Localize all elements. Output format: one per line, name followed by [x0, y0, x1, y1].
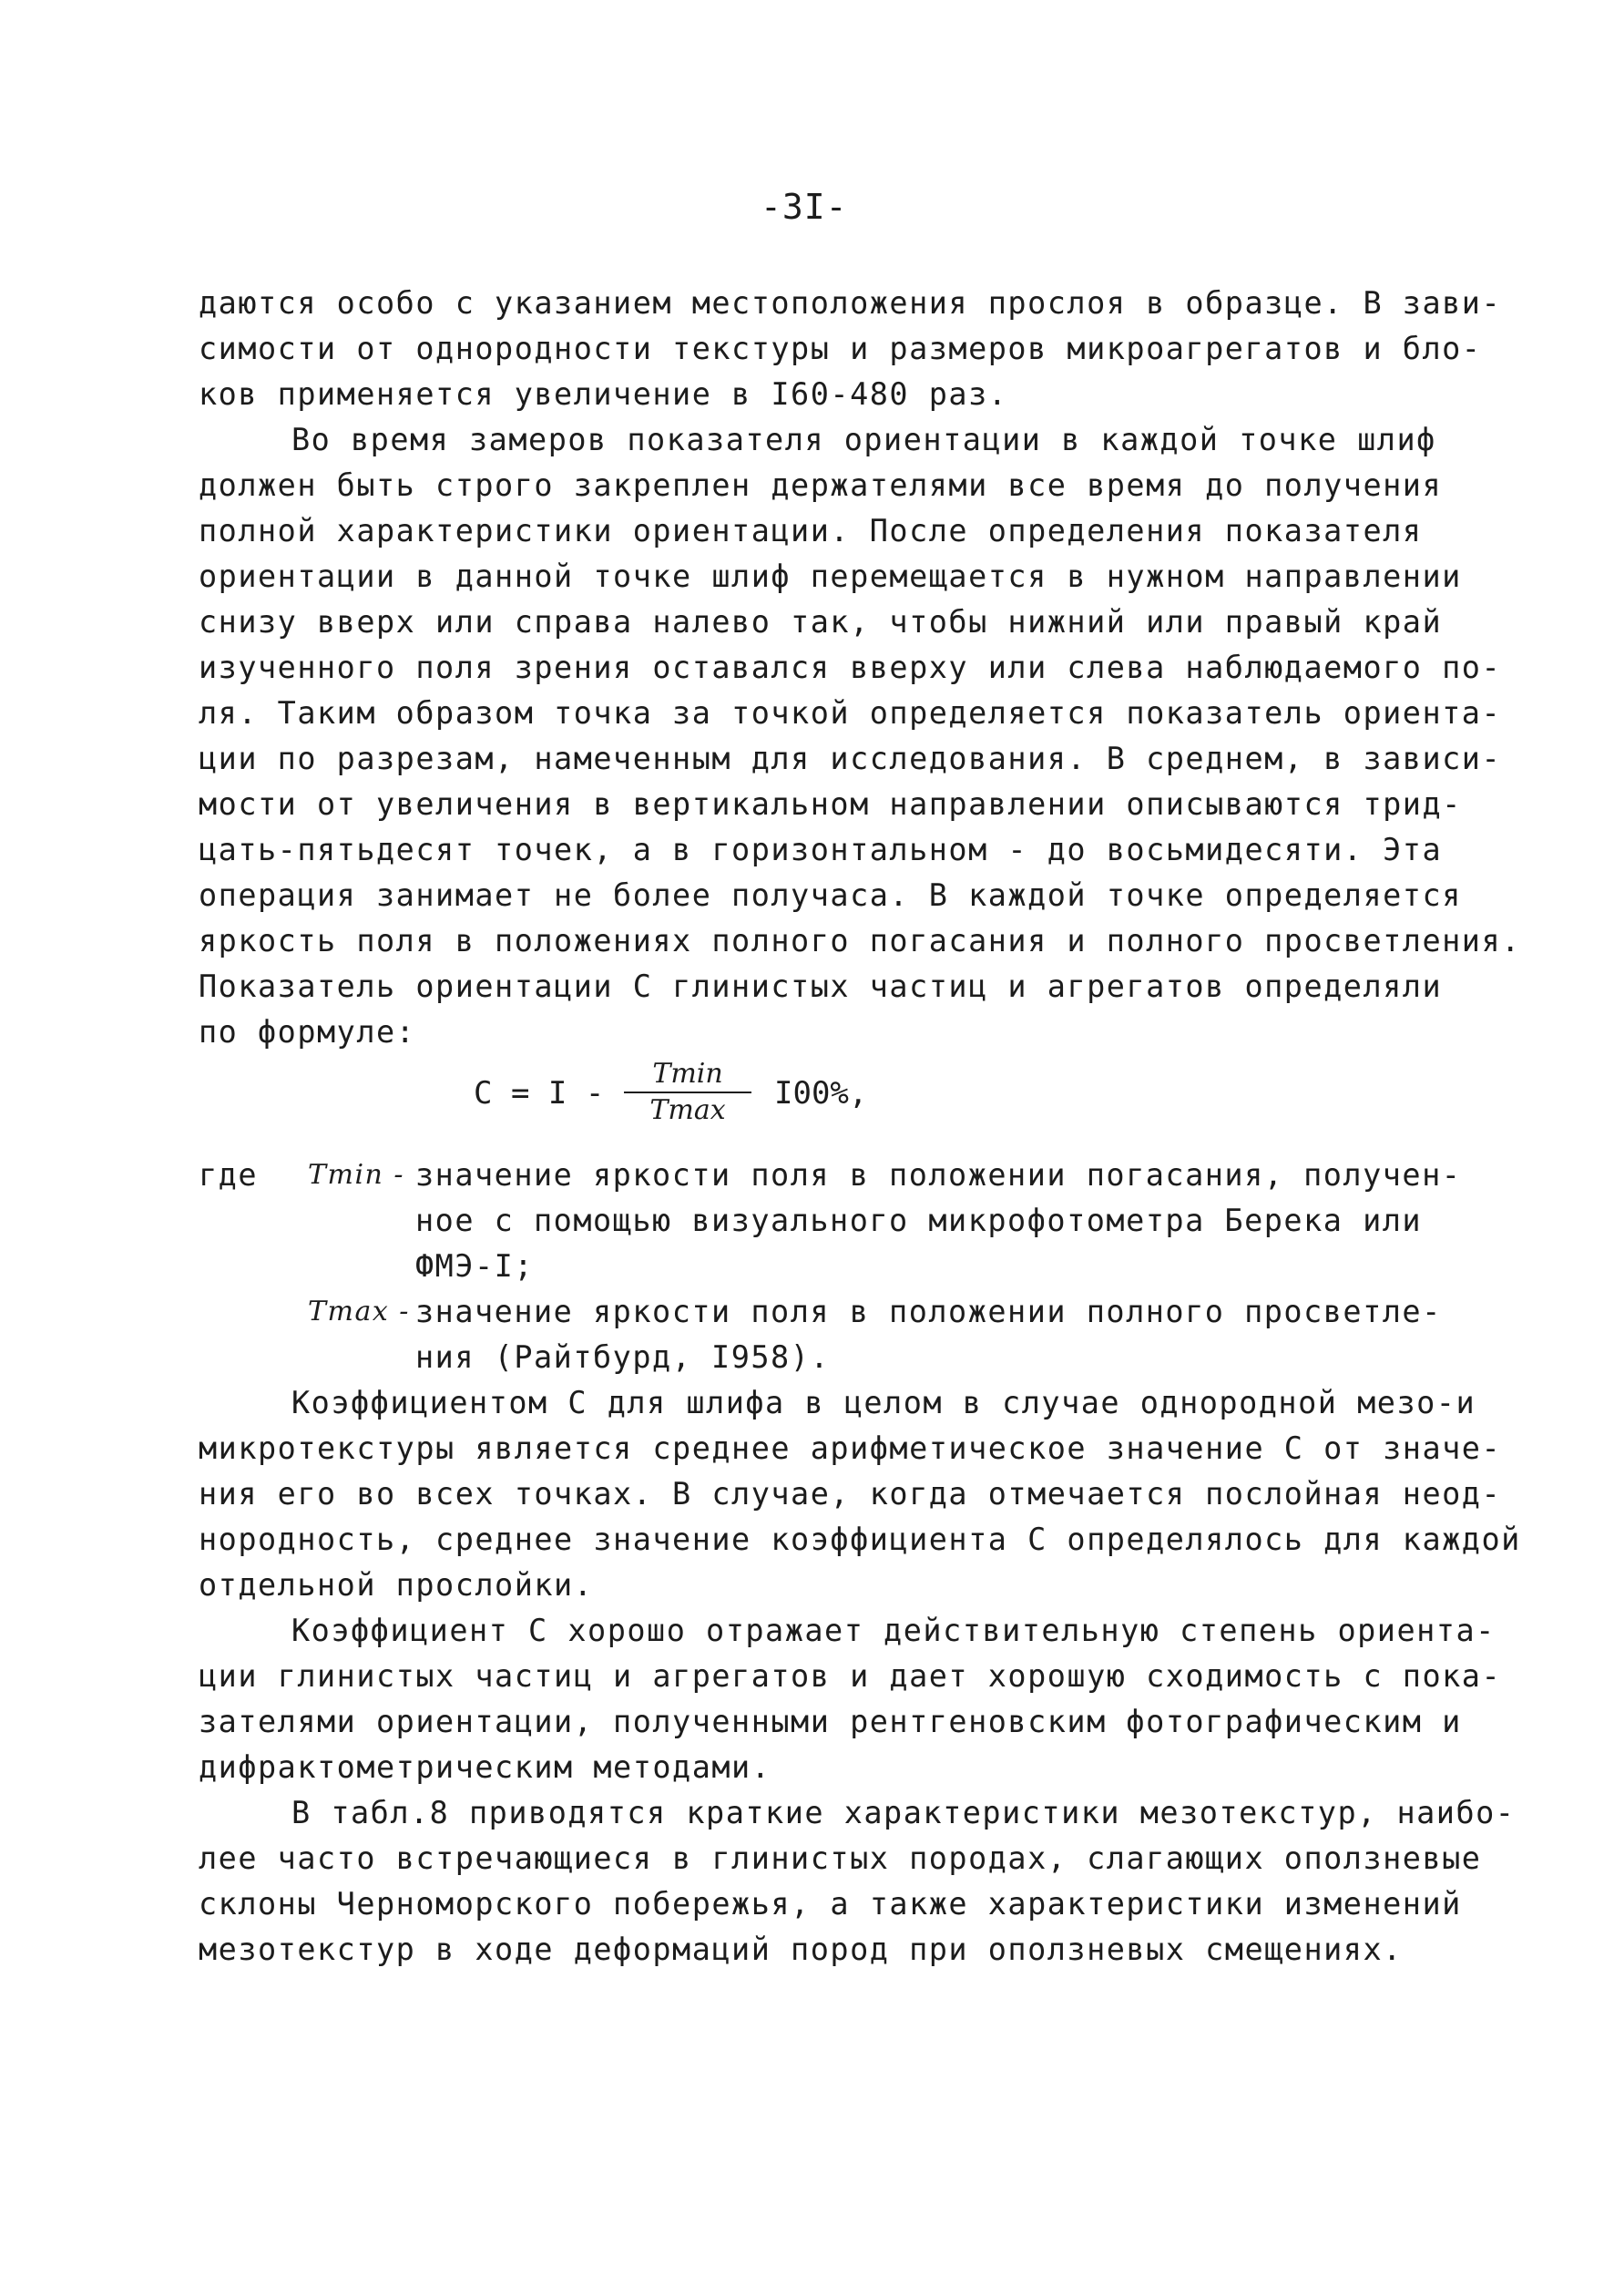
text-line: В табл.8 приводятся краткие характеристики мезотекстур, наибо-	[291, 1795, 1516, 1830]
text-line: даются особо с указанием местоположения прослоя в образце. В зави-	[199, 285, 1502, 321]
paragraph-1	[199, 281, 1502, 417]
text-line: ния (Райтбурд, I958).	[415, 1339, 831, 1375]
text-line: снизу вверх или справа налево так, чтобы нижний или правый край	[199, 604, 1443, 640]
text-line: мости от увеличения в вертикальном направлении описываются трид-	[199, 786, 1462, 822]
text-line: дифрактометрическим методами.	[199, 1749, 771, 1785]
formula-numerator: Tmin	[652, 1058, 723, 1090]
text-line: ориентации в данной точке шлиф перемещается в нужном направлении	[199, 559, 1462, 594]
fraction-bar	[624, 1092, 751, 1093]
text-line: мезотекстур в ходе деформаций пород при оползневых смещениях.	[199, 1932, 1403, 1967]
text-line: яркость поля в положениях полного погасания и полного просветления.	[199, 923, 1521, 958]
text-line: по формуле:	[199, 1014, 416, 1050]
text-line: ции глинистых частиц и агрегатов и дает хорошую сходимость с пока-	[199, 1658, 1502, 1694]
text-line: полной характеристики ориентации. После определения показателя	[199, 513, 1423, 548]
definition-tmax	[199, 1289, 1474, 1380]
formula-denominator: Tmax	[649, 1094, 726, 1126]
text-line: ля. Таким образом точка за точкой определяется показатель ориента-	[199, 695, 1502, 731]
paragraph-4	[199, 1608, 1502, 1790]
formula-rhs: I00%,	[774, 1075, 868, 1112]
where-label: где	[199, 1157, 259, 1193]
text-line: Коэффициентом С для шлифа в целом в случае однородной мезо-и	[291, 1385, 1476, 1420]
tmin-symbol: Tmin -	[308, 1159, 405, 1191]
text-line: Во время замеров показателя ориентации в каждой точке шлиф	[291, 422, 1436, 457]
text-line: операция занимает не более получаса. В каждой точке определяется	[199, 877, 1462, 913]
definition-tmin	[199, 1153, 1474, 1289]
tmax-symbol: Tmax -	[308, 1296, 410, 1327]
text-line: цать-пятьдесят точек, а в горизонтальном - до восьмидесяти. Эта	[199, 832, 1443, 867]
paragraph-2	[199, 417, 1521, 1055]
formula-lhs: С = I -	[474, 1075, 605, 1112]
text-line: лее часто встречающиеся в глинистых породах, слагающих оползневые	[199, 1840, 1482, 1876]
text-line: ное с помощью визуального микрофотометра Берека или	[415, 1203, 1423, 1238]
text-line: микротекстуры является среднее арифметическое значение С от значе-	[199, 1430, 1502, 1466]
text-line: склоны Черноморского побережья, а также характеристики изменений	[199, 1886, 1462, 1922]
text-line: зателями ориентации, полученными рентгеновским фотографическим и	[199, 1704, 1462, 1739]
text-line: значение яркости поля в положении полного просветле-	[415, 1294, 1442, 1329]
text-line: ции по разрезам, намеченным для исследования. В среднем, в зависи-	[199, 741, 1502, 776]
text-line: изученного поля зрения оставался вверху или слева наблюдаемого по-	[199, 650, 1502, 685]
text-line: ФМЭ-I;	[415, 1248, 535, 1284]
text-line: Показатель ориентации С глинистых частиц и агрегатов определяли	[199, 969, 1443, 1004]
paragraph-3	[199, 1380, 1521, 1608]
text-line: ков применяется увеличение в I60-480 раз.	[199, 376, 1008, 412]
text-line: нородность, среднее значение коэффициента С определялось для каждой	[199, 1522, 1521, 1557]
page-number: -3I-	[761, 187, 848, 227]
text-line: ния его во всех точках. В случае, когда отмечается послойная неод-	[199, 1476, 1502, 1512]
paragraph-5	[199, 1790, 1516, 1973]
definition-text	[415, 1289, 1442, 1380]
definition-text	[415, 1153, 1461, 1289]
text-line: значение яркости поля в положении погасания, получен-	[415, 1157, 1462, 1193]
text-line: отдельной прослойки.	[199, 1567, 594, 1603]
orientation-formula	[474, 1059, 947, 1132]
formula-fraction	[624, 1059, 751, 1126]
text-line: Коэффициент С хорошо отражает действительную степень ориента-	[291, 1613, 1496, 1648]
text-line: симости от однородности текстуры и размеров микроагрегатов и бло-	[199, 331, 1482, 366]
text-line: должен быть строго закреплен держателями все время до получения	[199, 467, 1443, 503]
